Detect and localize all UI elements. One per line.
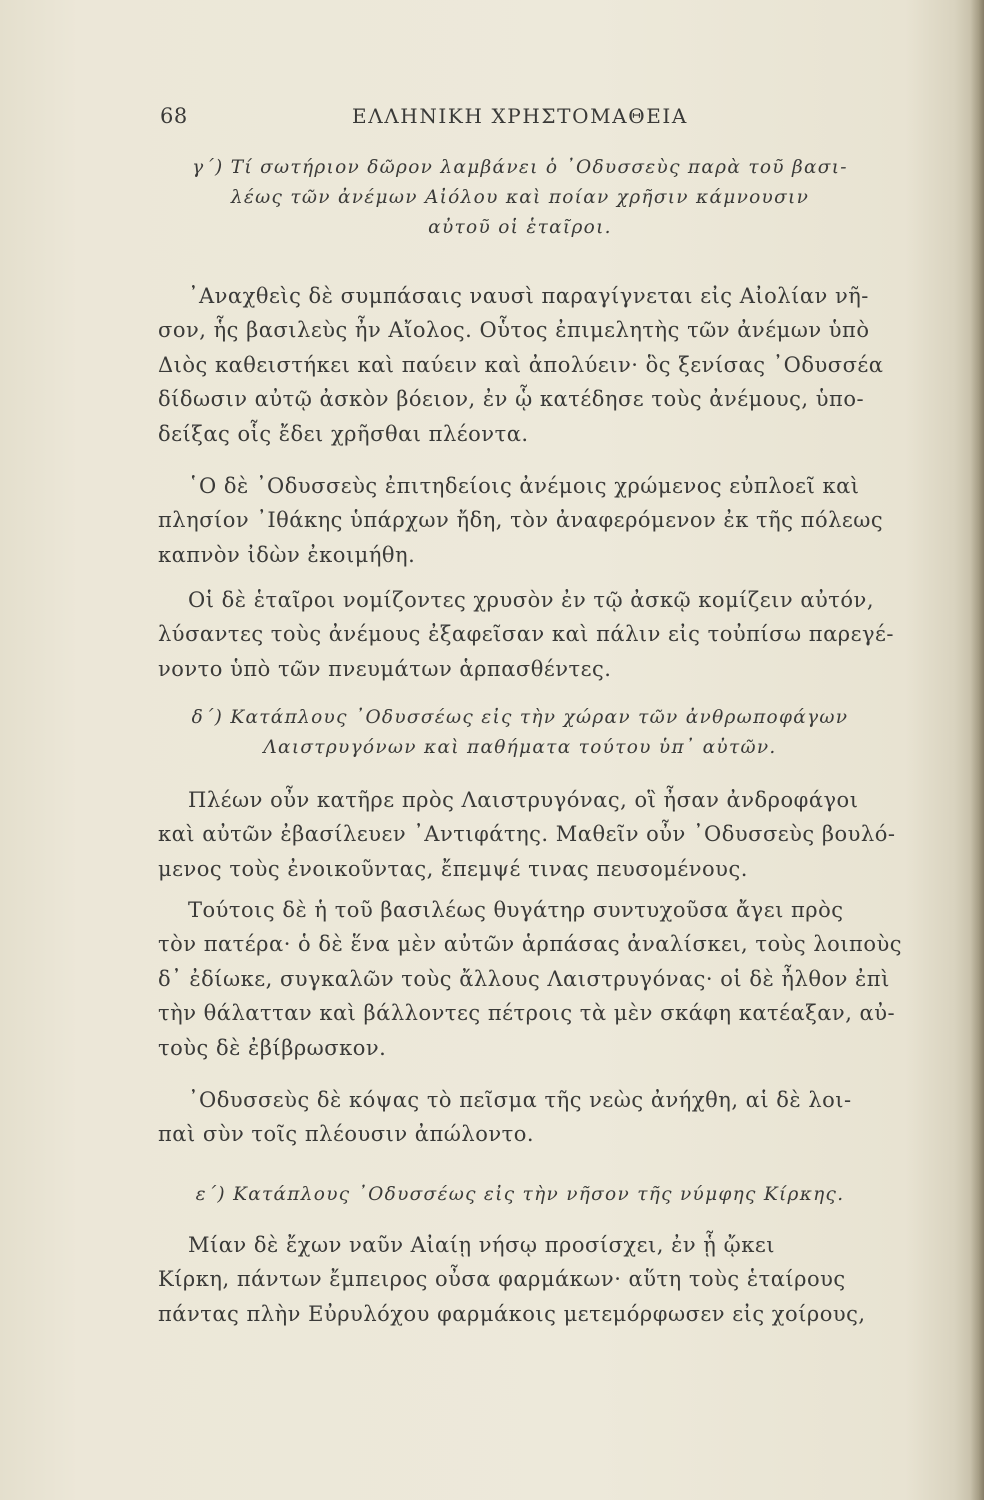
paragraph <box>158 783 918 886</box>
text-line: καπνὸν ἰδὼν ἐκοιμήθη. <box>158 542 416 567</box>
text-line: νοντο ὑπὸ τῶν πνευμάτων ἁρπασθέντες. <box>158 656 612 681</box>
text-line: Μίαν δὲ ἔχων ναῦν Αἰαίῃ νήσῳ προσίσχει, ἐν ᾗ ᾤκει <box>188 1233 775 1257</box>
heading-line: δ΄) Κατάπλους ᾿Οδυσσέως εἰς τὴν χώραν τῶν ἀνθρωποφάγων <box>191 707 849 728</box>
paragraph <box>158 1228 918 1331</box>
page-number: 68 <box>160 104 188 128</box>
heading-line: λέως τῶν ἀνέμων Αἰόλου καὶ ποίαν χρῆσιν κάμνουσιν <box>230 187 810 208</box>
paragraph <box>158 1083 918 1152</box>
text-line: τοὺς δὲ ἐβίβρωσκον. <box>158 1035 387 1060</box>
text-line: σον, ἧς βασιλεὺς ἦν Αἴολος. Οὗτος ἐπιμελητὴς τῶν ἀνέμων ὑπὸ <box>158 318 870 343</box>
text-line: πάντας πλὴν Εὐρυλόχου φαρμάκοις μετεμόρφωσεν εἰς χοίρους, <box>158 1301 866 1326</box>
section-heading-delta <box>150 703 890 763</box>
text-line: τὴν θάλατταν καὶ βάλλοντες πέτροις τὰ μὲν σκάφη κατέαξαν, αὐ- <box>158 1001 896 1026</box>
text-line: ᾿Οδυσσεὺς δὲ κόψας τὸ πεῖσμα τῆς νεὼς ἀνήχθη, αἱ δὲ λοι- <box>188 1088 852 1112</box>
text-line: λύσαντες τοὺς ἀνέμους ἐξαφεῖσαν καὶ πάλιν εἰς τοὐπίσω παρεγέ- <box>158 622 895 647</box>
text-line: ῾Ο δὲ ᾿Οδυσσεὺς ἐπιτηδείοις ἀνέμοις χρώμενος εὐπλοεῖ καὶ <box>188 474 860 498</box>
page-edge-shadow <box>970 0 984 1500</box>
running-title: ΕΛΛΗΝΙΚΗ ΧΡΗΣΤΟΜΑΘΕΙΑ <box>352 104 688 128</box>
paragraph <box>158 469 918 572</box>
text-line: μενος τοὺς ἐνοικοῦντας, ἔπεμψέ τινας πευσομένους. <box>158 856 748 881</box>
heading-line: Λαιστρυγόνων καὶ παθήματα τούτου ὑπ᾿ αὐτῶν. <box>263 737 777 758</box>
text-line: πλησίον ᾿Ιθάκης ὑπάρχων ἤδη, τὸν ἀναφερόμενον ἐκ τῆς πόλεως <box>158 508 884 533</box>
section-heading-epsilon <box>150 1180 890 1210</box>
text-line: Κίρκη, πάντων ἔμπειρος οὖσα φαρμάκων· αὕτη τοὺς ἑταίρους <box>158 1267 846 1292</box>
heading-line: γ΄) Τί σωτήριον δῶρον λαμβάνει ὁ ᾿Οδυσσεὺς παρὰ τοῦ βασι- <box>192 157 848 178</box>
heading-line: ε΄) Κατάπλους ᾿Οδυσσέως εἰς τὴν νῆσον τῆς νύμφης Κίρκης. <box>195 1184 845 1205</box>
paragraph <box>158 279 918 451</box>
text-line: Διὸς καθειστήκει καὶ παύειν καὶ ἀπολύειν· ὃς ξενίσας ᾿Οδυσσέα <box>158 352 884 377</box>
text-line: τὸν πατέρα· ὁ δὲ ἕνα μὲν αὐτῶν ἁρπάσας ἀναλίσκει, τοὺς λοιποὺς <box>158 932 903 957</box>
text-line: Τούτοις δὲ ἡ τοῦ βασιλέως θυγάτηρ συντυχοῦσα ἄγει πρὸς <box>188 898 844 922</box>
text-line: δ᾿ ἐδίωκε, συγκαλῶν τοὺς ἄλλους Λαιστρυγόνας· οἱ δὲ ἦλθον ἐπὶ <box>158 966 890 991</box>
paragraph <box>158 893 918 1065</box>
paragraph <box>158 583 918 686</box>
section-heading-gamma <box>150 153 890 243</box>
text-line: Οἱ δὲ ἑταῖροι νομίζοντες χρυσὸν ἐν τῷ ἀσκῷ κομίζειν αὐτόν, <box>188 588 874 612</box>
text-line: δείξας οἷς ἔδει χρῆσθαι πλέοντα. <box>158 421 529 446</box>
page-header <box>160 104 720 138</box>
text-line: καὶ αὐτῶν ἐβασίλευεν ᾿Αντιφάτης. Μαθεῖν οὖν ᾿Οδυσσεὺς βουλό- <box>158 822 896 847</box>
text-line: ᾿Αναχθεὶς δὲ συμπάσαις ναυσὶ παραγίγνεται εἰς Αἰολίαν νῆ- <box>188 284 869 308</box>
text-line: δίδωσιν αὐτῷ ἀσκὸν βόειον, ἐν ᾧ κατέδησε τοὺς ἀνέμους, ὑπο- <box>158 387 865 412</box>
text-line: παὶ σὺν τοῖς πλέουσιν ἀπώλοντο. <box>158 1122 535 1147</box>
heading-line: αὐτοῦ οἱ ἑταῖροι. <box>428 217 612 238</box>
text-line: Πλέων οὖν κατῆρε πρὸς Λαιστρυγόνας, οἳ ἦσαν ἀνδροφάγοι <box>188 788 859 812</box>
